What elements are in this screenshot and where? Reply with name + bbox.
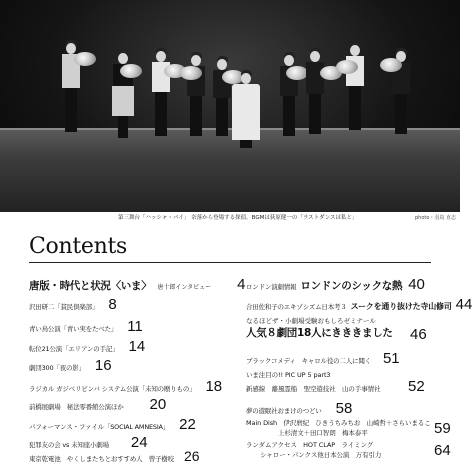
photo-credit: photo・羽鳥 直志 xyxy=(414,215,456,221)
toc-entry[interactable] xyxy=(246,276,425,293)
toc-entry[interactable] xyxy=(29,318,143,335)
toc-entry-title: シャロー・パンクス他日本公演 万有引力 xyxy=(260,451,382,459)
stage-floor xyxy=(0,130,460,212)
toc-entry[interactable] xyxy=(246,400,352,417)
toc-entry-title: 新感線 離風霊船 聖空遊技社 山の手事情社 xyxy=(246,385,381,393)
toc-entry[interactable] xyxy=(246,440,456,459)
toc-entry-subtitle: 唐十郎インタビュー xyxy=(157,284,212,291)
toc-entry-page: 20 xyxy=(149,396,167,413)
toc-entry-title: 青い鳥公演「青い実をたべた」 xyxy=(29,325,118,333)
toc-entry-page: 14 xyxy=(128,338,146,355)
toc-entry-prefix: 合田佐和子のエキゾシズム日本考３ xyxy=(246,303,347,311)
toc-entry-title: 唐版・時代と状況〈いま〉 xyxy=(29,280,152,292)
toc-entry-title: ロンドンのシックな熱 xyxy=(300,280,403,292)
toc-entry-page: 58 xyxy=(335,400,353,417)
toc-entry[interactable] xyxy=(29,338,145,355)
toc-entry-kicker: いま注目の!! PIC UP 5 part3 xyxy=(246,371,331,379)
toc-entry-title: 夢の遊眠社おまけのつどい xyxy=(246,407,322,415)
toc-entry-page: 18 xyxy=(205,378,223,395)
toc-entry-title: 上杉清文＋田口智朗 梅本泰平 xyxy=(278,429,368,437)
stage-photo xyxy=(0,0,460,212)
toc-entry-title: 沢田研二「貧民倶楽部」 xyxy=(29,303,99,311)
toc-entry-page: 26 xyxy=(183,448,200,464)
toc-entry-page: 16 xyxy=(94,357,112,374)
toc-entry-prefix: ロンドン演劇情報 xyxy=(246,283,297,291)
toc-entry-page: 11 xyxy=(127,318,143,335)
toc-entry[interactable] xyxy=(29,448,200,464)
toc-entry-title: 転位21公演「エリアンの手記」 xyxy=(29,345,119,353)
toc-entry[interactable] xyxy=(246,418,456,437)
toc-entry-page: 40 xyxy=(408,276,425,293)
toc-entry-page: 59 xyxy=(434,420,451,437)
toc-entry-title: パフォーマンス・ファイル「SOCIAL AMNESIA」 xyxy=(29,423,170,431)
toc-entry-page: 8 xyxy=(108,296,117,313)
toc-entry[interactable] xyxy=(29,276,246,293)
toc-entry-title: スークを通り抜けた寺山修司 xyxy=(350,302,452,311)
toc-entry-title: キャロル役の二人に聞く xyxy=(301,357,371,365)
toc-entry[interactable] xyxy=(29,378,222,395)
toc-entry[interactable] xyxy=(246,316,456,343)
toc-entry[interactable] xyxy=(246,296,472,313)
contents-title: Contents xyxy=(29,234,128,259)
contents-rule xyxy=(29,262,431,263)
toc-entry-page: 46 xyxy=(410,326,427,343)
toc-entry-page: 52 xyxy=(408,378,425,395)
toc-entry-title: 前橋展劇場 秘法零番館公演ほか xyxy=(29,403,124,411)
toc-entry[interactable] xyxy=(29,357,112,374)
toc-entry[interactable] xyxy=(29,416,196,433)
toc-entry[interactable] xyxy=(246,370,456,393)
photo-caption: 第三舞台「ハッシャ・バイ」 奈落から登場する探偵。BGMは荻原健一の「ラストダンスは私と」 xyxy=(118,215,358,221)
toc-entry[interactable] xyxy=(29,296,117,313)
toc-entry-page: 24 xyxy=(130,434,148,451)
toc-entry-kicker: Main Dish 伊沢磨紀 ひきうちみちお 山崎哲＋さらいまるこ xyxy=(246,419,431,427)
toc-entry-page: 44 xyxy=(455,296,472,313)
toc-entry-page: 22 xyxy=(179,416,196,433)
toc-entry[interactable] xyxy=(246,350,400,367)
toc-entry[interactable] xyxy=(29,396,166,413)
toc-entry-page: 51 xyxy=(382,350,400,367)
toc-entry-title: 人気８劇団18人にきききました xyxy=(246,327,393,339)
toc-entry-title: 犯罪友の会 vs 未知座小劇場 xyxy=(29,441,109,449)
toc-entry-kicker: なるほどザ・小劇場受験おもしろゼミナール xyxy=(246,317,376,325)
toc-entry-kicker: ランダムアクセス HOT CLAP ライミング xyxy=(246,441,374,449)
toc-entry-title: 劇団300「夜の影」 xyxy=(29,364,85,372)
toc-entry-prefix: ブラックコメディ xyxy=(246,357,296,365)
toc-entry-title: 東京乾電池 やくしまたちとおすすめ人 曾子樹咬 xyxy=(29,455,174,463)
toc-entry-page: 64 xyxy=(434,442,451,459)
toc-entry-title: ラジカル ガジベリビンバ システム公演「未知の贈りもの」 xyxy=(29,385,196,393)
toc-entry-page: 4 xyxy=(237,276,246,293)
